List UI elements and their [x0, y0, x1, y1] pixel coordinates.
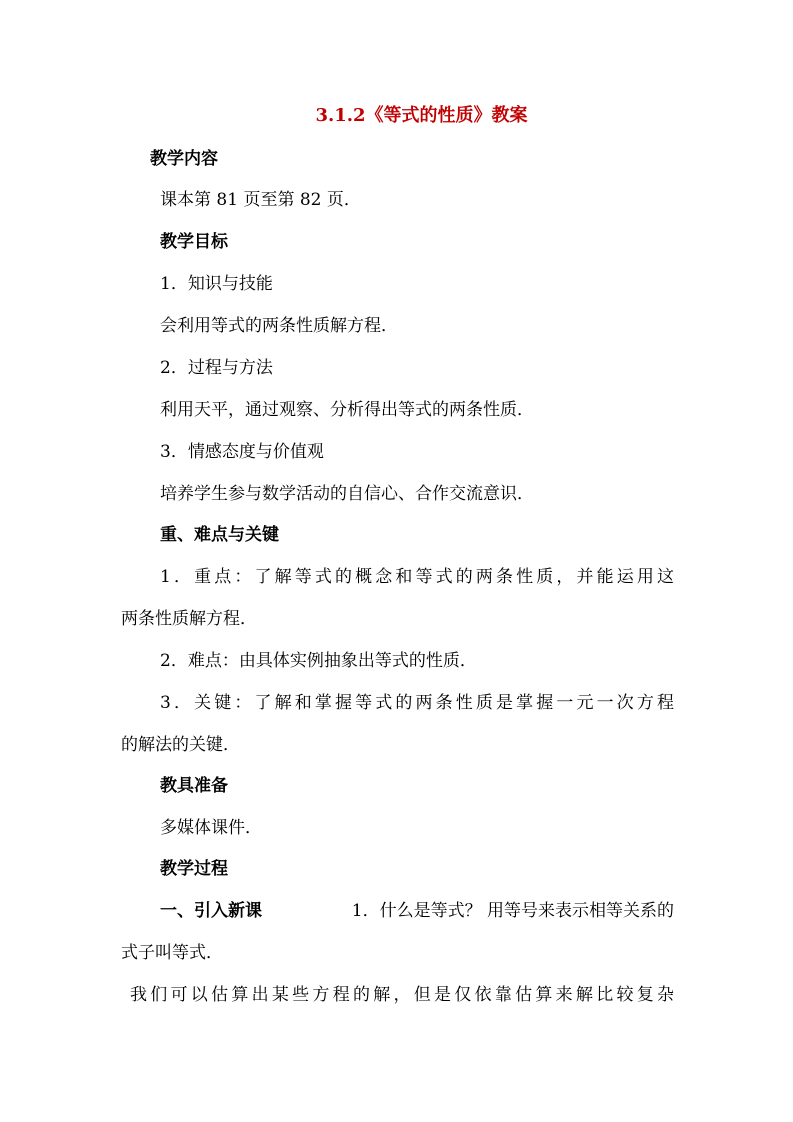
key-point-1-line-1: 1．重点：了解等式的概念和等式的两条性质，并能运用这 [160, 567, 674, 587]
tools-text: 多媒体课件． [160, 818, 262, 838]
intro-new-lesson-label: 一、引入新课 [160, 901, 262, 921]
content-text: 课本第 81 页至第 82 页． [160, 190, 361, 210]
key-point-1-line-2: 两条性质解方程． [121, 609, 257, 629]
process-paragraph-line-1: 我们可以估算出某些方程的解，但是仅依靠估算来解比较复杂 [130, 985, 674, 1005]
heading-tools: 教具准备 [160, 776, 228, 796]
objective-1-text: 会利用等式的两条性质解方程． [160, 316, 398, 336]
objective-3-text: 培养学生参与数学活动的自信心、合作交流意识． [160, 484, 534, 504]
objective-2-text: 利用天平，通过观察、分析得出等式的两条性质． [160, 400, 534, 420]
key-point-3-line-1: 3．关键：了解和掌握等式的两条性质是掌握一元一次方程 [160, 693, 674, 713]
key-point-2: 2．难点：由具体实例抽象出等式的性质． [160, 651, 477, 671]
heading-content: 教学内容 [150, 149, 218, 169]
key-point-3-line-2: 的解法的关键． [121, 735, 240, 755]
heading-key-points: 重、难点与关键 [160, 525, 279, 545]
heading-process: 教学过程 [160, 859, 228, 879]
document-title: 3.1.2《等式的性质》教案 [315, 105, 528, 126]
process-intro-line-1 [160, 900, 674, 922]
objective-1-title: 1．知识与技能 [160, 274, 273, 294]
heading-objectives: 教学目标 [160, 232, 228, 252]
objective-3-title: 3．情感态度与价值观 [160, 442, 324, 462]
intro-question-text: 1．什么是等式？ 用等号来表示相等关系的 [351, 901, 674, 921]
process-intro-line-2: 式子叫等式． [121, 943, 223, 963]
objective-2-title: 2．过程与方法 [160, 358, 273, 378]
